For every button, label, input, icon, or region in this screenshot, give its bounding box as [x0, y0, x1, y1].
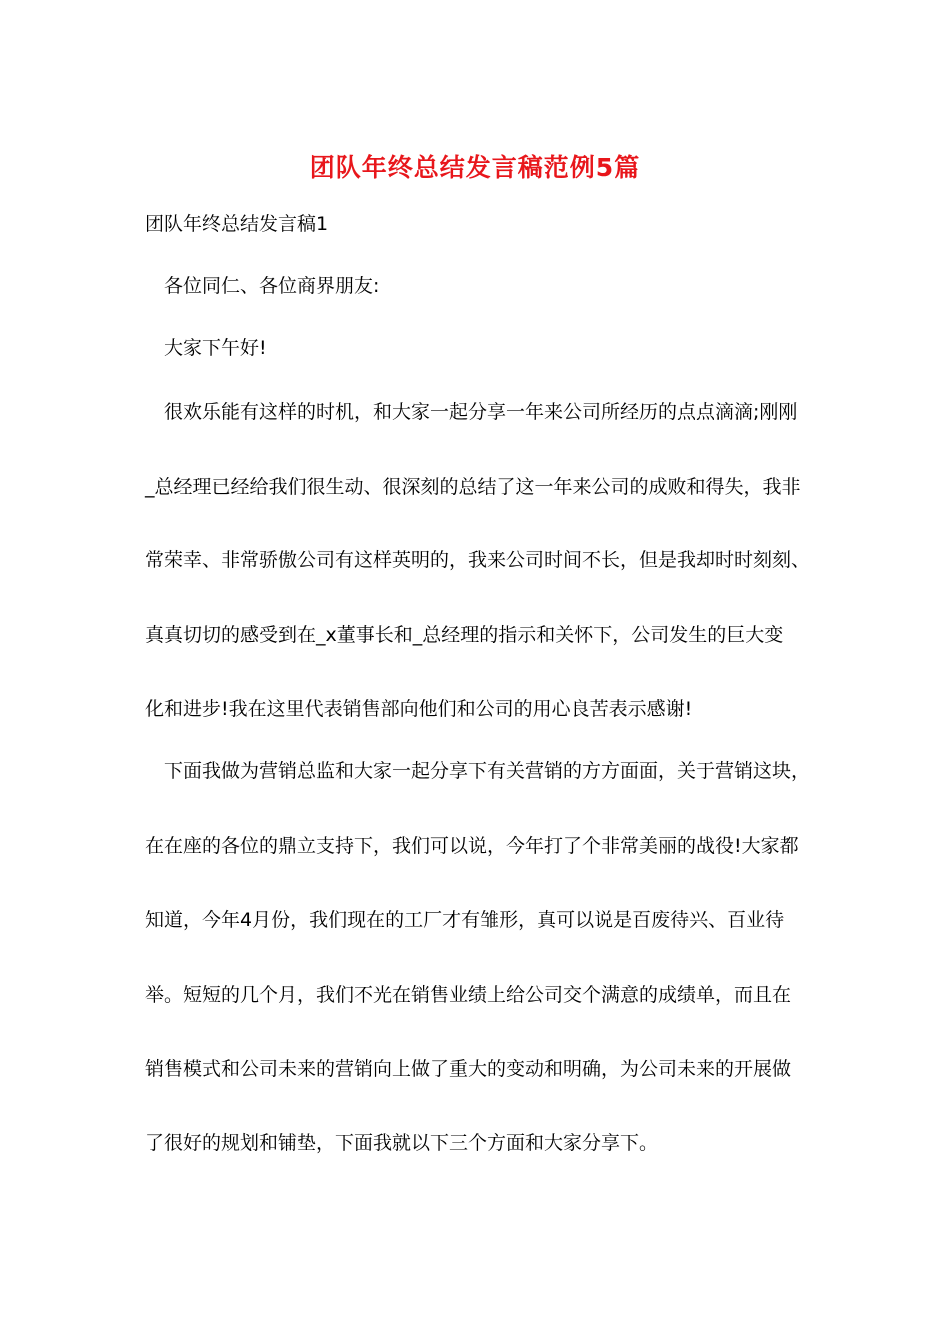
paragraph-line: 化和进步!我在这里代表销售部向他们和公司的用心良苦表示感谢! — [145, 698, 693, 720]
document-title: 团队年终总结发言稿范例5篇 — [309, 153, 641, 182]
paragraph-line: 了很好的规划和铺垫，下面我就以下三个方面和大家分享下。 — [145, 1132, 659, 1154]
paragraph-line: 在在座的各位的鼎立支持下，我们可以说，今年打了个非常美丽的战役!大家都 — [145, 835, 799, 857]
paragraph-line: 销售模式和公司未来的营销向上做了重大的变动和明确，为公司未来的开展做 — [145, 1058, 792, 1080]
paragraph-line: 常荣幸、非常骄傲公司有这样英明的，我来公司时间不长，但是我却时时刻刻、 — [145, 549, 811, 571]
paragraph-line: 下面我做为营销总监和大家一起分享下有关营销的方方面面，关于营销这块， — [164, 760, 811, 782]
paragraph-line: 真真切切的感受到在_x董事长和_总经理的指示和关怀下，公司发生的巨大变 — [145, 624, 784, 646]
paragraph-line: 举。短短的几个月，我们不光在销售业绩上给公司交个满意的成绩单，而且在 — [145, 984, 792, 1006]
greeting-line: 各位同仁、各位商界朋友: — [164, 275, 380, 297]
section-heading: 团队年终总结发言稿1 — [145, 213, 329, 235]
paragraph-line: 很欢乐能有这样的时机，和大家一起分享一年来公司所经历的点点滴滴;刚刚 — [164, 401, 798, 423]
paragraph-line: 知道，今年4月份，我们现在的工厂才有雏形，真可以说是百废待兴、百业待 — [145, 909, 785, 931]
salutation-line: 大家下午好! — [164, 337, 267, 359]
paragraph-line: _总经理已经给我们很生动、很深刻的总结了这一年来公司的成败和得失，我非 — [145, 476, 801, 498]
